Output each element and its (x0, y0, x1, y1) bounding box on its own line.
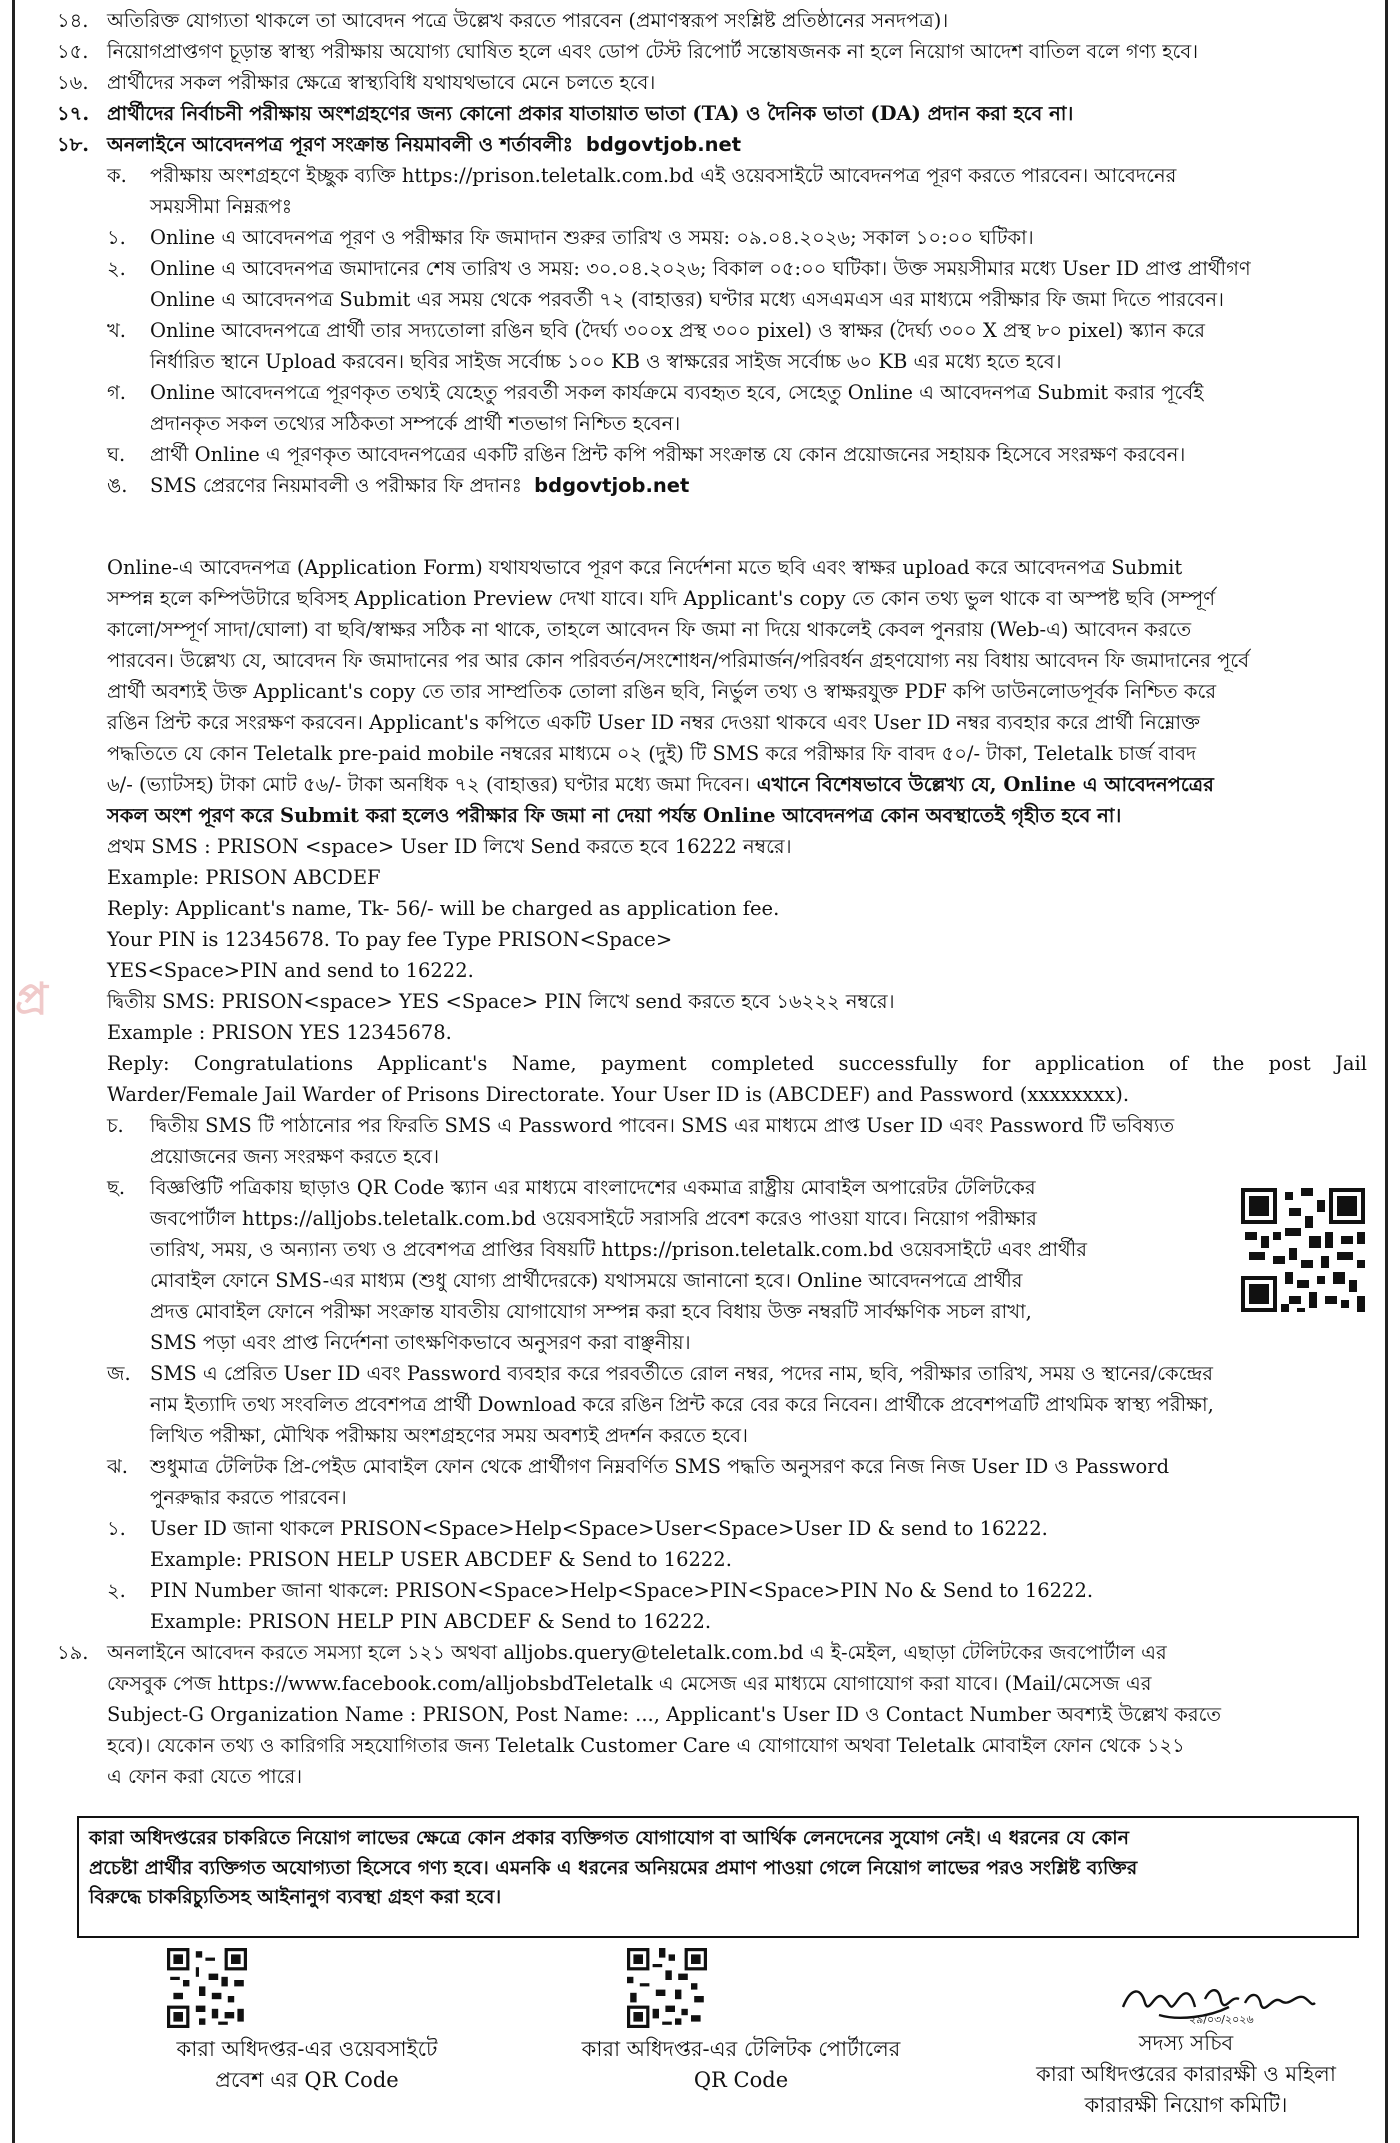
item-line: বিজ্ঞপ্তিটি পত্রিকায় ছাড়াও QR Code স্ক্যান এর মাধ্যমে বাংলাদেশের একমাত্র রাষ্ট্রীয় মোবাইল অপারেটর টেলিটকের (150, 1176, 1036, 1199)
para-text-wrap (107, 770, 1367, 800)
item-line: অনলাইনে আবেদন করতে সমস্যা হলে ১২১ অথবা alljobs.query@teletalk.com.bd এ ই-মেইল, এছাড়া টেলিটকের জবপোর্টাল এর (107, 1641, 1167, 1664)
para-text: Online-এ আবেদনপত্র (Application Form) যথাযথভাবে পূরণ করে নির্দেশনা মতে ছবি এবং স্বাক্ষর upload করে আবেদনপত্র Submit (107, 556, 1183, 579)
sms-text: দ্বিতীয় SMS: PRISON<space> YES <Space> PIN লিখে send করতে হবে ১৬২২২ নম্বরে। (107, 990, 895, 1013)
item-number: ১৮. (57, 133, 90, 156)
sms-text: Reply: Congratulations Applicant's Name, payment completed successfully for application of the post Jail (107, 1052, 1367, 1075)
item-number: ১৯. (57, 1641, 89, 1664)
item-number: ঝ. (107, 1455, 128, 1478)
para-text: পারবেন। উল্লেখ্য যে, আবেদন ফি জমাদানের পর আর কোন পরিবর্তন/সংশোধন/পরিমার্জন/পরিবর্ধন গ্রহণযোগ্য নয় বিধায় আবেদন ফি জমাদানের পূর্বে (107, 649, 1250, 672)
caption-line: কারা অধিদপ্তর-এর টেলিটক পোর্টালের (581, 2037, 901, 2061)
sms-text: Example : PRISON YES 12345678. (107, 1021, 452, 1044)
watermark-logo-icon: প্র (15, 974, 48, 1025)
para-text: ৬/- (ভ্যাটসহ) টাকা মোট ৫৬/- টাকা অনধিক ৭২ (বাহাত্তর) ঘণ্টার মধ্যে জমা দিবেন। (107, 773, 750, 796)
item-line: Example: PRISON HELP USER ABCDEF & Send to 16222. (150, 1548, 732, 1571)
item-line: Online আবেদনপত্রে প্রার্থী তার সদ্যতোলা রঙিন ছবি (দৈর্ঘ্য ৩০০x প্রস্থ ৩০০ pixel) ও স্বাক্ষর (দৈর্ঘ্য ৩০০ X প্রস্থ ৮০ pixel) স্ক্যান করে (150, 319, 1205, 342)
item-number: ১৪. (57, 9, 89, 32)
signatory-line: কারা অধিদপ্তরের কারারক্ষী ও মহিলা (1036, 2062, 1336, 2086)
para-text: রঙিন প্রিন্ট করে সংরক্ষণ করবেন। Applicant's কপিতে একটি User ID নম্বর দেওয়া থাকবে এবং User ID নম্বর ব্যবহার করে প্রার্থী নিম্নোক্ত (107, 711, 1200, 734)
caption-line: QR Code (693, 2068, 789, 2092)
signature-date: ২৯/০৩/২০২৬ (1189, 2013, 1254, 2025)
item-number: ১৭. (57, 102, 90, 125)
handwritten-signature-icon (1119, 1977, 1319, 2025)
item-line: এ ফোন করা যেতে পারে। (107, 1765, 303, 1788)
signatory-title: সদস্য সচিব (1138, 2031, 1234, 2055)
notice-line: প্রচেষ্টা প্রার্থীর ব্যক্তিগত অযোগ্যতা হিসেবে গণ্য হবে। এমনকি এ ধরনের অনিয়মের প্রমাণ পাওয়া গেলে নিয়োগ লাভের পরও সংশ্লিষ্ট ব্যক্তির (89, 1856, 1138, 1879)
item-line: শুধুমাত্র টেলিটক প্রি-পেইড মোবাইল ফোন থেকে প্রার্থীগণ নিম্নবর্ণিত SMS পদ্ধতি অনুসরণ করে নিজ নিজ User ID ও Password (150, 1455, 1170, 1478)
item-line: SMS প্রেরণের নিয়মাবলী ও পরীক্ষার ফি প্রদানঃ (150, 474, 522, 497)
item-line: প্রদত্ত মোবাইল ফোনে পরীক্ষা সংক্রান্ত যাবতীয় যোগাযোগ সম্পন্ন করা হবে বিধায় উক্ত নম্বরটি সার্বক্ষণিক সচল রাখা, (150, 1300, 1032, 1323)
item-number: ২. (107, 257, 126, 280)
para-text-bold: এখানে বিশেষভাবে উল্লেখ্য যে, Online এ আবেদনপত্রের (749, 773, 1214, 796)
warning-notice-box (77, 1816, 1359, 1938)
item-line: সময়সীমা নিম্নরূপঃ (150, 195, 293, 218)
item-text-wrap (107, 130, 1367, 160)
item-number: ১৬. (57, 71, 89, 94)
item-line: পরীক্ষায় অংশগ্রহণে ইচ্ছুক ব্যক্তি https://prison.teletalk.com.bd এই ওয়েবসাইটে আবেদনপত্র পূরণ করতে পারবেন। আবেদনের (150, 164, 1177, 187)
website-qr-code-icon[interactable] (167, 1948, 247, 2028)
caption-line: কারা অধিদপ্তর-এর ওয়েবসাইটে (176, 2037, 438, 2061)
signatory-line: কারারক্ষী নিয়োগ কমিটি। (1084, 2093, 1288, 2117)
sms-text: প্রথম SMS : PRISON <space> User ID লিখে Send করতে হবে 16222 নম্বরে। (107, 835, 792, 858)
item-line: নাম ইত্যাদি তথ্য সংবলিত প্রবেশপত্র প্রার্থী Download করে রঙিন প্রিন্ট করে বের করে নিবেন। প্রার্থীকে প্রবেশপত্রটি প্রাথমিক স্বাস্থ্য পরীক্ষা, (150, 1393, 1214, 1416)
para-text: পদ্ধতিতে যে কোন Teletalk pre-paid mobile নম্বরের মাধ্যমে ০২ (দুই) টি SMS করে পরীক্ষার ফি বাবদ ৫০/- টাকা, Teletalk চার্জ বাবদ (107, 742, 1197, 765)
site-watermark-text: bdgovtjob.net (585, 133, 742, 156)
item-number: চ. (107, 1114, 124, 1137)
para-text: প্রার্থী অবশ্যই উক্ত Applicant's copy তে তার সাম্প্রতিক তোলা রঙিন ছবি, নির্ভুল তথ্য ও স্বাক্ষরযুক্ত PDF কপি ডাউনলোডপূর্বক নিশ্চিত করে (107, 680, 1217, 703)
item-line: দ্বিতীয় SMS টি পাঠানোর পর ফিরতি SMS এ Password পাবেন। SMS এর মাধ্যমে প্রাপ্ত User ID এবং Password টি ভবিষ্যত (150, 1114, 1175, 1137)
website-qr-caption (87, 2034, 527, 2096)
item-number: খ. (107, 319, 127, 342)
alljobs-qr-code-icon[interactable] (1237, 1184, 1369, 1316)
item-line: জবপোর্টাল https://alljobs.teletalk.com.bd ওয়েবসাইটে সরাসরি প্রবেশ করেও পাওয়া যাবে। নিয়োগ পরীক্ষার (150, 1207, 1037, 1230)
para-text: কালো/সম্পূর্ণ সাদা/ঘোলা) বা ছবি/স্বাক্ষর সঠিক না থাকে, তাহলে আবেদন ফি জমা না দিয়ে থাকলেই কেবল পুনরায় (Web-এ) আবেদন করতে (107, 618, 1192, 641)
item-text: অনলাইনে আবেদনপত্র পূরণ সংক্রান্ত নিয়মাবলী ও শর্তাবলীঃ (107, 133, 574, 156)
teletalk-qr-caption (501, 2034, 981, 2096)
item-line: প্রদানকৃত সকল তথ্যের সঠিকতা সম্পর্কে প্রার্থী শতভাগ নিশ্চিত হবেন। (150, 412, 681, 435)
item-number: গ. (107, 381, 126, 404)
item-line: নির্ধারিত স্থানে Upload করবেন। ছবির সাইজ সর্বোচ্চ ১০০ KB ও স্বাক্ষরের সাইজ সর্বোচ্চ ৬০ KB এর মধ্যে হতে হবে। (150, 350, 1062, 373)
item-line: প্রার্থী Online এ পূরণকৃত আবেদনপত্রের একটি রঙিন প্রিন্ট কপি পরীক্ষা সংক্রান্ত যে কোন প্রয়োজনের সহায়ক হিসেবে সংরক্ষণ করবেন। (150, 443, 1186, 466)
item-line: User ID জানা থাকলে PRISON<Space>Help<Space>User<Space>User ID & send to 16222. (150, 1517, 1048, 1540)
site-watermark-text: bdgovtjob.net (534, 474, 690, 497)
item-line: Example: PRISON HELP PIN ABCDEF & Send to 16222. (150, 1610, 712, 1633)
item-line: SMS এ প্রেরিত User ID এবং Password ব্যবহার করে পরবর্তীতে রোল নম্বর, পদের নাম, ছবি, পরীক্ষার তারিখ, সময় ও স্থানের/কেন্দ্রের (150, 1362, 1213, 1385)
item-line-wrap (150, 471, 1367, 501)
sms-text: YES<Space>PIN and send to 16222. (107, 959, 474, 982)
item-text: প্রার্থীদের সকল পরীক্ষার ক্ষেত্রে স্বাস্থ্যবিধি যথাযথভাবে মেনে চলতে হবে। (107, 71, 656, 94)
signatory-block (1011, 2031, 1361, 2127)
item-line: মোবাইল ফোনে SMS-এর মাধ্যম (শুধু যোগ্য প্রার্থীদেরকে) যথাসময়ে জানানো হবে। Online আবেদনপত্রে প্রার্থীর (150, 1269, 1023, 1292)
item-line: প্রয়োজনের জন্য সংরক্ষণ করতে হবে। (150, 1145, 440, 1168)
caption-line: প্রবেশ এর QR Code (215, 2068, 399, 2092)
item-number: ২. (107, 1579, 126, 1602)
item-number: ছ. (107, 1176, 126, 1199)
item-line: লিখিত পরীক্ষা, মৌখিক পরীক্ষায় অংশগ্রহণের সময় অবশ্যই প্রদর্শন করতে হবে। (150, 1424, 748, 1447)
item-line: SMS পড়া এবং প্রাপ্ত নির্দেশনা তাৎক্ষণিকভাবে অনুসরণ করা বাঞ্ছনীয়। (150, 1331, 691, 1354)
item-number: ঙ. (107, 474, 128, 497)
item-number: ঘ. (107, 443, 126, 466)
item-line: হবে)। যেকোন তথ্য ও কারিগরি সহযোগিতার জন্য Teletalk Customer Care এ যোগাযোগ অথবা Teletalk মোবাইল ফোন থেকে ১২১ (107, 1734, 1185, 1757)
item-number: জ. (107, 1362, 131, 1385)
item-line: ফেসবুক পেজ https://www.facebook.com/alljobsbdTeletalk এ মেসেজ এর মাধ্যমে যোগাযোগ করা যাবে। (Mail/মেসেজ এর (107, 1672, 1152, 1695)
item-text: প্রার্থীদের নির্বাচনী পরীক্ষায় অংশগ্রহণের জন্য কোনো প্রকার যাতায়াত ভাতা (TA) ও দৈনিক ভাতা (DA) প্রদান করা হবে না। (107, 102, 1074, 125)
item-text: নিয়োগপ্রাপ্তগণ চূড়ান্ত স্বাস্থ্য পরীক্ষায় অযোগ্য ঘোষিত হলে এবং ডোপ টেস্ট রিপোর্ট সন্তোষজনক না হলে নিয়োগ আদেশ বাতিল বলে গণ্য হবে। (107, 40, 1199, 63)
item-line: পুনরুদ্ধার করতে পারবেন। (150, 1486, 347, 1509)
item-number: ১৫. (57, 40, 89, 63)
sms-text: Reply: Applicant's name, Tk- 56/- will be charged as application fee. (107, 897, 780, 920)
item-line: PIN Number জানা থাকলে: PRISON<Space>Help<Space>PIN<Space>PIN No & Send to 16222. (150, 1579, 1094, 1602)
item-number: ক. (107, 164, 127, 187)
item-number: ১. (107, 226, 126, 249)
sms-text: Example: PRISON ABCDEF (107, 866, 381, 889)
item-line: Online আবেদনপত্রে পূরণকৃত তথ্যই যেহেতু পরবর্তী সকল কার্যক্রমে ব্যবহৃত হবে, সেহেতু Online এ আবেদনপত্র Submit করার পূর্বেই (150, 381, 1204, 404)
item-line: Online এ আবেদনপত্র পূরণ ও পরীক্ষার ফি জমাদান শুরুর তারিখ ও সময়: ০৯.০৪.২০২৬; সকাল ১০:০০ ঘটিকা। (150, 226, 1034, 249)
para-text-bold: সকল অংশ পূরণ করে Submit করা হলেও পরীক্ষার ফি জমা না দেয়া পর্যন্ত Online আবেদনপত্র কোন অবস্থাতেই গৃহীত হবে না। (107, 804, 1122, 827)
item-line: তারিখ, সময়, ও অন্যান্য তথ্য ও প্রবেশপত্র প্রাপ্তির বিষয়টি https://prison.teletalk.com.bd ওয়েবসাইটে এবং প্রার্থীর (150, 1238, 1087, 1261)
item-line: Subject-G Organization Name : PRISON, Post Name: ..., Applicant's User ID ও Contact Number অবশ্যই উল্লেখ করতে (107, 1703, 1222, 1726)
item-number: ১. (107, 1517, 126, 1540)
teletalk-portal-qr-code-icon[interactable] (627, 1948, 707, 2028)
sms-text: Your PIN is 12345678. To pay fee Type PRISON<Space> (107, 928, 673, 951)
recruitment-notice-page (12, 0, 1388, 2143)
item-line: Online এ আবেদনপত্র জমাদানের শেষ তারিখ ও সময়: ৩০.০৪.২০২৬; বিকাল ০৫:০০ ঘটিকা। উক্ত সময়সীমার মধ্যে User ID প্রাপ্ত প্রার্থীগণ (150, 257, 1251, 280)
para-text: সম্পন্ন হলে কম্পিউটারে ছবিসহ Application Preview দেখা যাবে। যদি Applicant's copy তে কোন তথ্য ভুল থাকে বা অস্পষ্ট ছবি (সম্পূর্ণ (107, 587, 1216, 610)
notice-line: কারা অধিদপ্তরের চাকরিতে নিয়োগ লাভের ক্ষেত্রে কোন প্রকার ব্যক্তিগত যোগাযোগ বা আর্থিক লেনদেনের সুযোগ নেই। এ ধরনের যে কোন (89, 1827, 1129, 1849)
sms-text: Warder/Female Jail Warder of Prisons Directorate. Your User ID is (ABCDEF) and Password (xxxxxxxx). (107, 1083, 1130, 1106)
item-text: অতিরিক্ত যোগ্যতা থাকলে তা আবেদন পত্রে উল্লেখ করতে পারবেন (প্রমাণস্বরূপ সংশ্লিষ্ট প্রতিষ্ঠানের সনদপত্র)। (107, 9, 949, 32)
item-line: Online এ আবেদনপত্র Submit এর সময় থেকে পরবর্তী ৭২ (বাহাত্তর) ঘণ্টার মধ্যে এসএমএস এর মাধ্যমে পরীক্ষার ফি জমা দিতে পারবেন। (150, 288, 1224, 311)
notice-line: বিরুদ্ধে চাকরিচ্যুতিসহ আইনানুগ ব্যবস্থা গ্রহণ করা হবে। (89, 1886, 502, 1908)
